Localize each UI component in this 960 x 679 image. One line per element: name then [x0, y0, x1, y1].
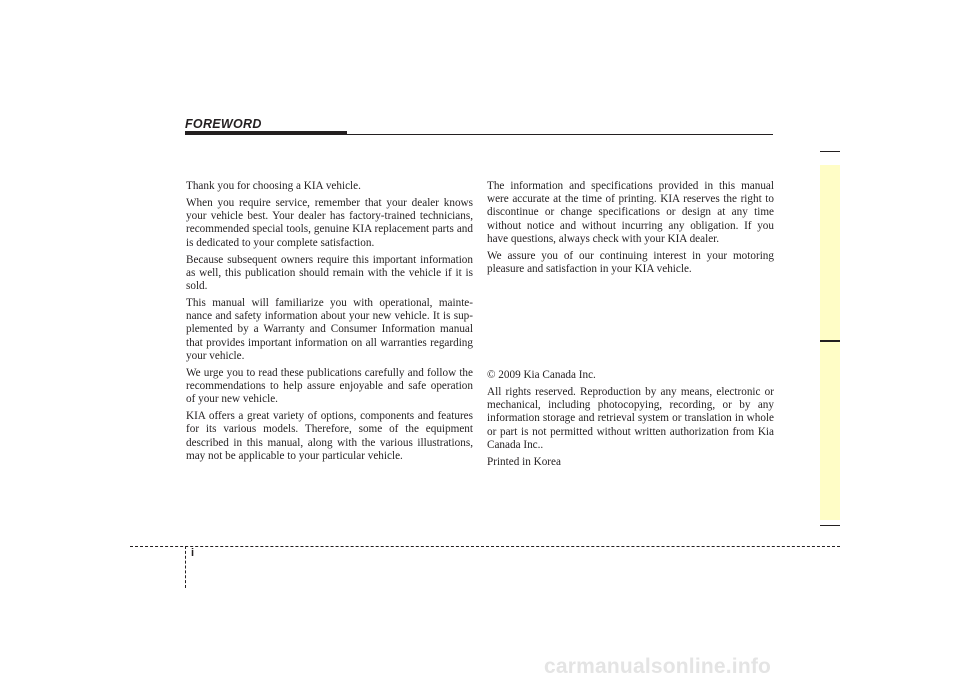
printed-line: Printed in Korea: [487, 455, 561, 468]
tab-marker-top: [820, 151, 840, 152]
page-number: i: [191, 547, 195, 559]
right-column: [487, 180, 774, 280]
footer-divider: [185, 546, 186, 588]
paragraph: We assure you of our continuing interest in your motoring pleasure and satisfaction in your KIA vehicle.: [487, 249, 774, 276]
page-title: FOREWORD: [185, 117, 262, 131]
paragraph: This manual will familiarize you with operational, mainte-nance and safety information about your new vehicle. It is sup-plemented by a Warranty and Consumer Information manual that provides important information on all warranties regarding your vehicle.: [186, 297, 473, 362]
paragraph: The information and specifications provided in this manual were accurate at the time of printing. KIA reserves the right to discontinue or change specifications or design at any time without notice and without incurring any obligation. If you have questions, always check with your KIA dealer.: [487, 180, 774, 245]
header-rule-accent: [185, 131, 347, 135]
tab-marker-active: [820, 340, 840, 342]
tab-marker-bottom: [820, 525, 840, 526]
paragraph: Because subsequent owners require this important information as well, this publication should remain with the vehicle if it is sold.: [186, 253, 473, 293]
paragraph: KIA offers a great variety of options, components and features for its various models. Therefore, some of the equipment described in this manual, along with the various illustrations, may not be applicable to your particular vehicle.: [186, 410, 473, 462]
left-column: [186, 180, 473, 467]
paragraph: Thank you for choosing a KIA vehicle.: [186, 180, 361, 192]
copyright-line: © 2009 Kia Canada Inc.: [487, 369, 596, 381]
watermark: carmanualsonline.info: [544, 655, 772, 678]
section-tab-strip: [820, 165, 840, 520]
paragraph: We urge you to read these publications carefully and follow the recommendations to help assure enjoyable and safe operation of your new vehicle.: [186, 366, 473, 406]
footer-rule: [130, 546, 840, 547]
copyright-block: [487, 369, 774, 473]
rights-statement: All rights reserved. Reproduction by any means, electronic or mechanical, including photocopying, recording, or by any information storage and retrieval system or translation in whole or part is not permitted without written authorization from Kia Canada Inc..: [487, 386, 774, 451]
paragraph: When you require service, remember that your dealer knows your vehicle best. Your dealer has factory-trained technicians, recommended special tools, genuine KIA replacement parts and is dedicated to your complete satisfaction.: [186, 197, 473, 249]
